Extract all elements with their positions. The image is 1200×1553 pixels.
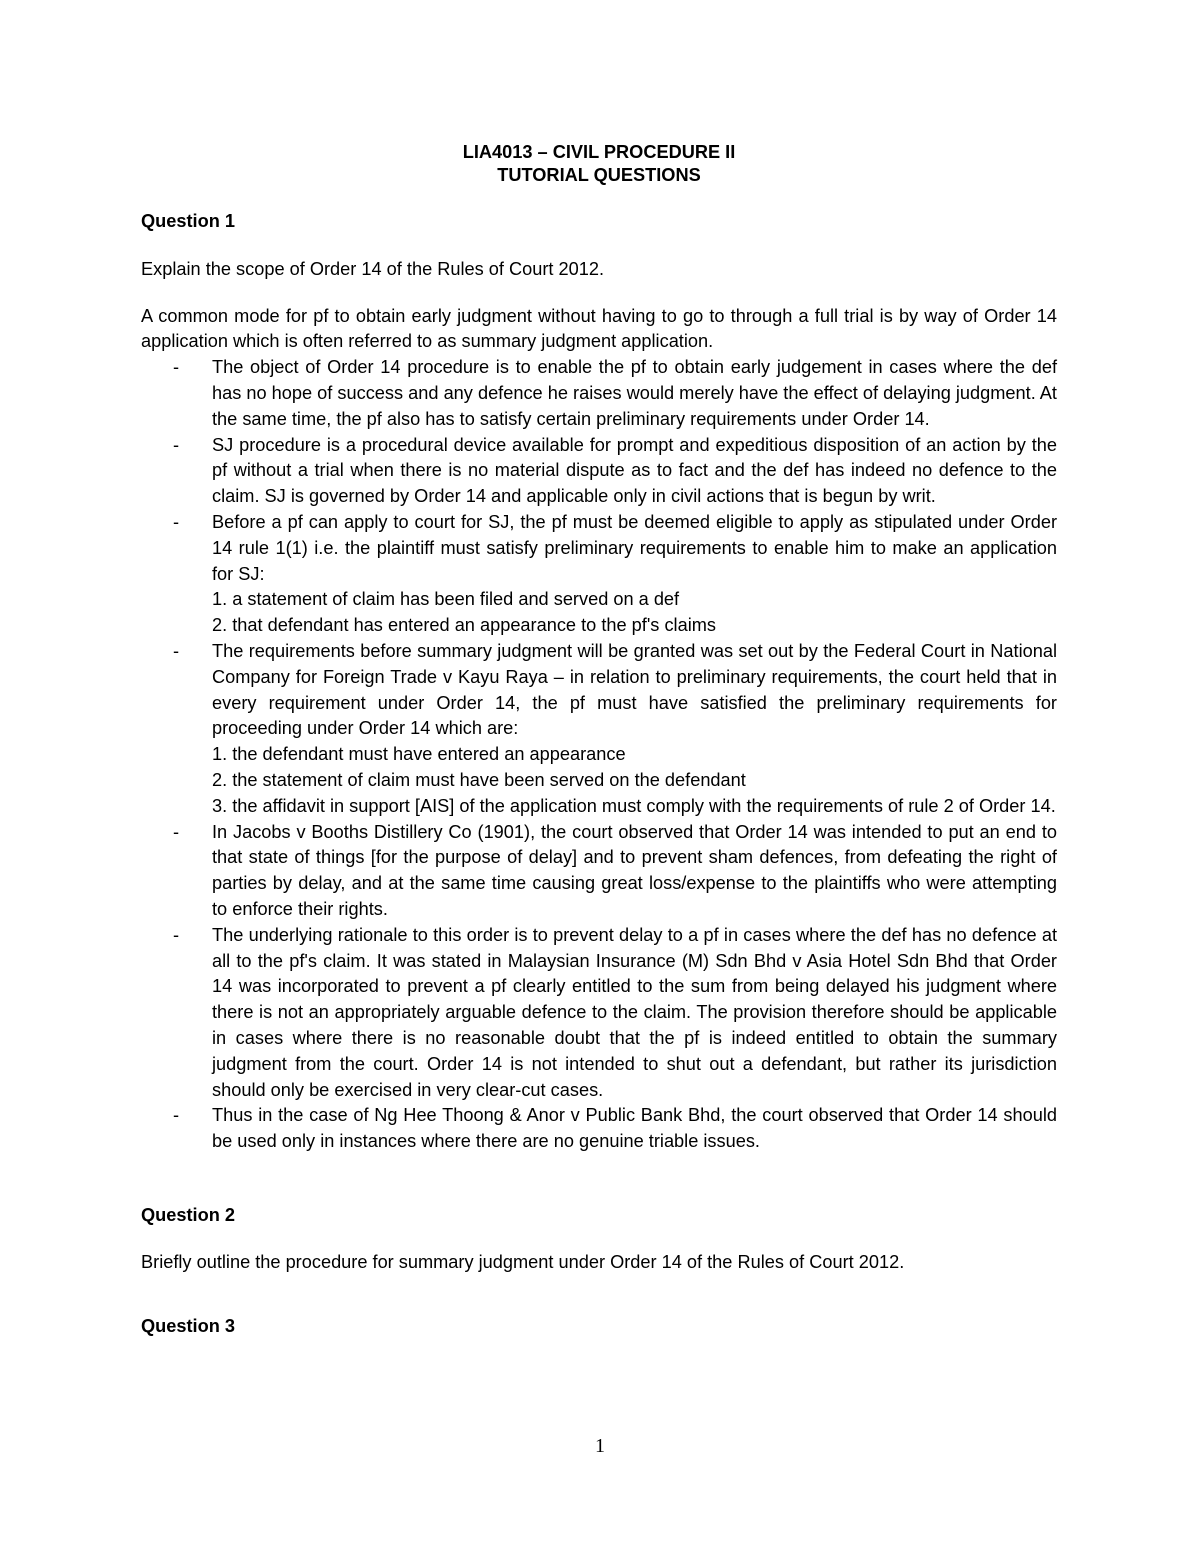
question-1-answer-intro: A common mode for pf to obtain early judgment without having to go to through a full trial is by way of Order 14 application which is often referred to as summary judgment application.	[141, 305, 1057, 352]
bullet-text: In Jacobs v Booths Distillery Co (1901), the court observed that Order 14 was intended to put an end to that state of things [for the purpose of delay] and to prevent sham defences, from defeating the right of parties by delay, and at the same time causing great loss/expense to the plaintiffs who were attempting to enforce their rights.	[212, 821, 1057, 919]
sub-item: 2. that defendant has entered an appearance to the pf's claims	[212, 615, 716, 636]
list-item	[141, 355, 1057, 432]
bullet-dash: -	[173, 434, 180, 455]
bullet-dash: -	[173, 924, 180, 945]
bullet-text: Before a pf can apply to court for SJ, the pf must be deemed eligible to apply as stipulated under Order 14 rule 1(1) i.e. the plaintiff must satisfy preliminary requirements to enable him to make an application for SJ:	[212, 511, 1057, 584]
sub-item: 1. the defendant must have entered an appearance	[212, 744, 626, 765]
bullet-text: The requirements before summary judgment will be granted was set out by the Federal Court in National Company for Foreign Trade v Kayu Raya – in relation to preliminary requirements, the court held that in every requirement under Order 14, the pf must have satisfied the preliminary requirements for proceeding under Order 14 which are:	[212, 640, 1057, 739]
list-item	[141, 923, 1057, 1104]
course-title: LIA4013 – CIVIL PROCEDURE II	[462, 142, 736, 162]
question-2-heading: Question 2	[141, 1204, 235, 1225]
question-2-prompt: Briefly outline the procedure for summary judgment under Order 14 of the Rules of Court 2012.	[141, 1251, 905, 1272]
list-item	[141, 639, 1057, 820]
bullet-dash: -	[173, 821, 180, 842]
bullet-dash: -	[173, 511, 180, 532]
bullet-dash: -	[173, 1105, 180, 1126]
page-number: 1	[595, 1435, 605, 1457]
document-body	[141, 141, 1057, 1340]
document-subtitle: TUTORIAL QUESTIONS	[497, 165, 701, 185]
sub-item: 2. the statement of claim must have been served on the defendant	[212, 769, 746, 790]
bullet-dash: -	[173, 640, 180, 661]
bullet-text: The object of Order 14 procedure is to enable the pf to obtain early judgement in cases where the def has no hope of success and any defence he raises would merely have the effect of delaying judgment. At the same time, the pf also has to satisfy certain preliminary requirements under Order 14.	[212, 357, 1057, 429]
bullet-dash: -	[173, 357, 180, 378]
list-item	[141, 433, 1057, 510]
sub-item: 1. a statement of claim has been filed and served on a def	[212, 589, 680, 610]
question-1-bullet-list	[141, 355, 1057, 1155]
list-item	[141, 510, 1057, 639]
sub-item: 3. the affidavit in support [AIS] of the application must comply with the requirements of rule 2 of Order 14.	[212, 795, 1056, 816]
list-item	[141, 1103, 1057, 1155]
list-item	[141, 820, 1057, 923]
bullet-text: SJ procedure is a procedural device available for prompt and expeditious disposition of an action by the pf without a trial when there is no material dispute as to fact and the def has indeed no defence to the claim. SJ is governed by Order 14 and applicable only in civil actions that is begun by writ.	[212, 434, 1057, 507]
question-3-heading: Question 3	[141, 1316, 235, 1337]
question-1-heading: Question 1	[141, 211, 235, 231]
question-1-prompt: Explain the scope of Order 14 of the Rules of Court 2012.	[141, 258, 605, 279]
bullet-text: The underlying rationale to this order is to prevent delay to a pf in cases where the def has no defence at all to the pf's claim. It was stated in Malaysian Insurance (M) Sdn Bhd v Asia Hotel Sdn Bhd that Order 14 was incorporated to prevent a pf clearly entitled to the sum from being delayed his judgment where there is not an appropriately arguable defence to the claim. The provision therefore should be applicable in cases where there is no reasonable doubt that the pf is indeed entitled to obtain the summary judgment from the court. Order 14 is not intended to shut out a defendant, but rather its jurisdiction should only be exercised in very clear-cut cases.	[212, 924, 1057, 1100]
bullet-text: Thus in the case of Ng Hee Thoong & Anor v Public Bank Bhd, the court observed that Order 14 should be used only in instances where there are no genuine triable issues.	[212, 1105, 1057, 1152]
